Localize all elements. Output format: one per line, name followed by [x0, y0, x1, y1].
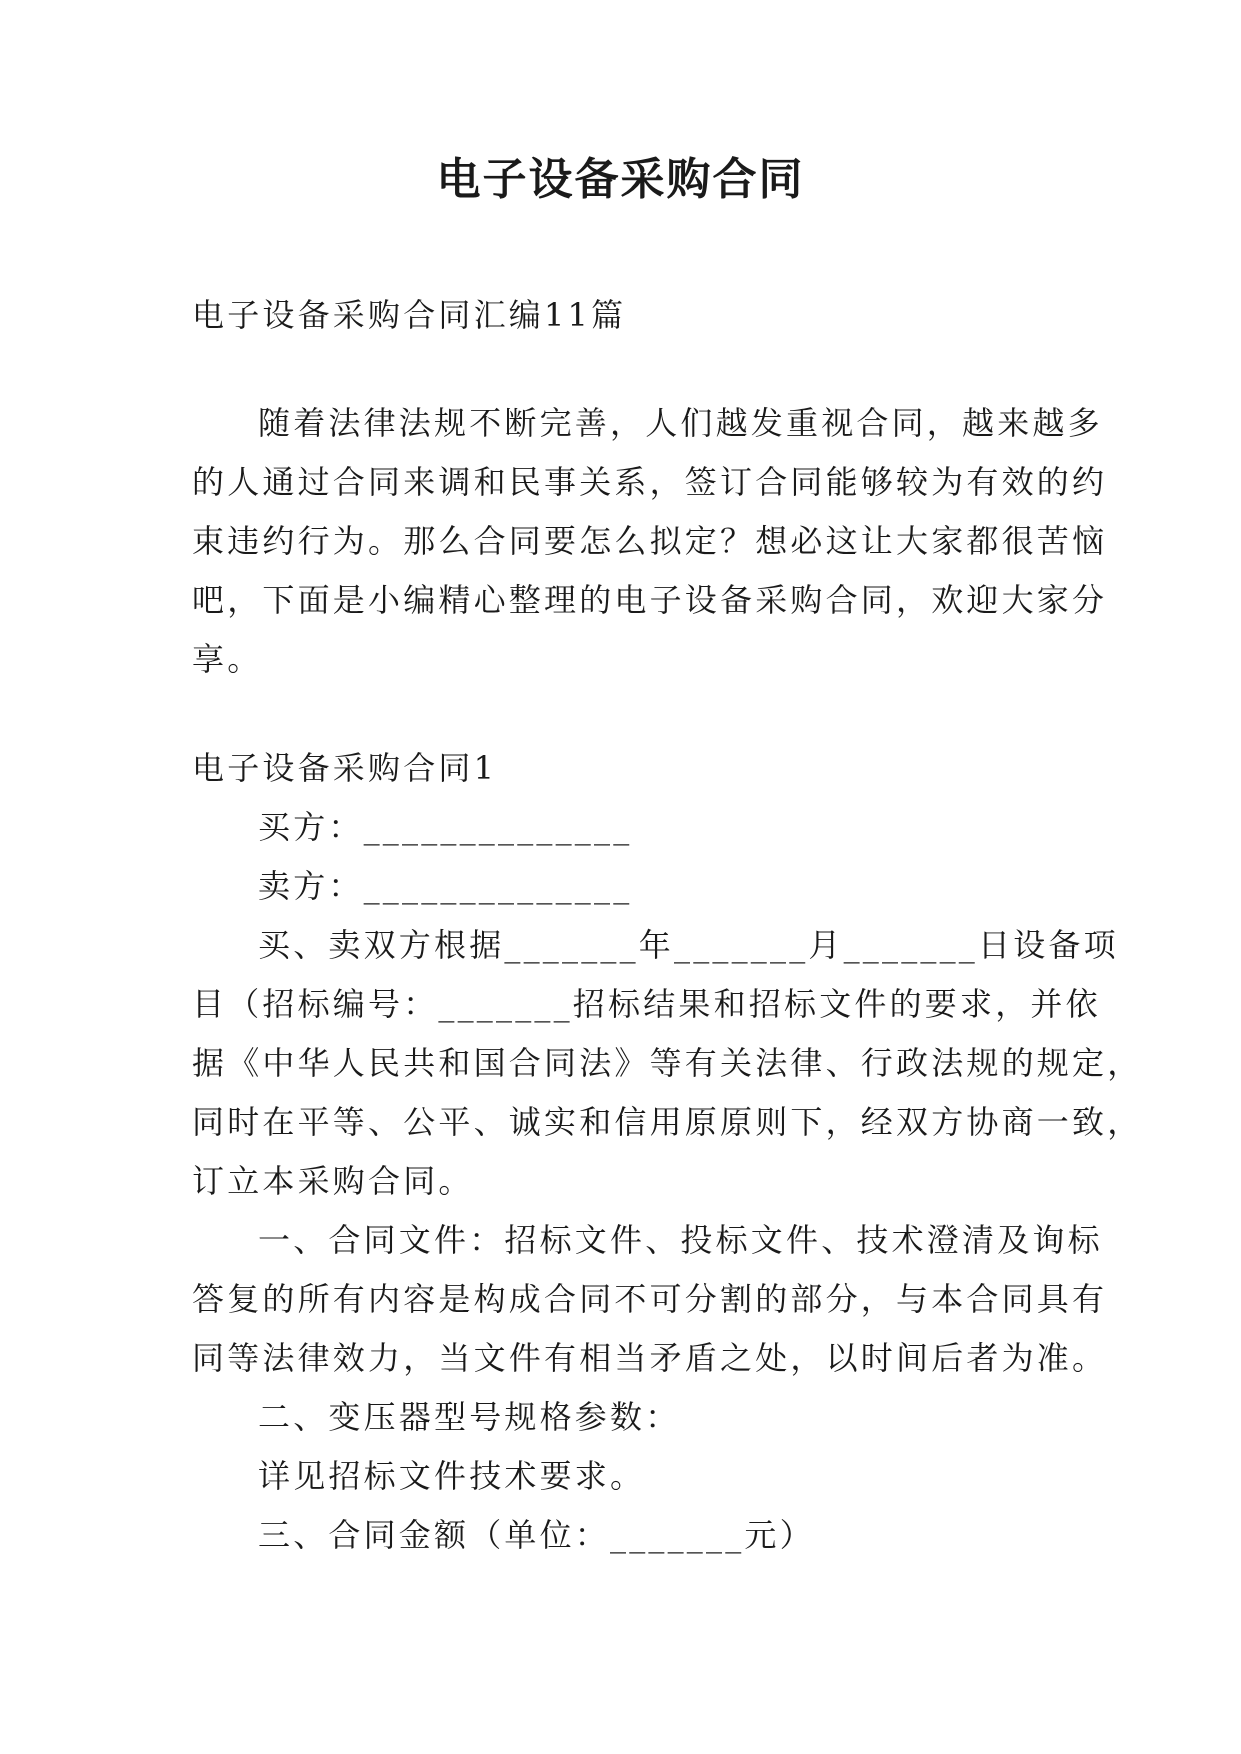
- intro-line: 吧，下面是小编精心整理的电子设备采购合同，欢迎大家分: [192, 581, 1108, 619]
- preamble-line: 买、卖双方根据_______年_______月_______日设备项: [258, 926, 1119, 964]
- clause-1-line: 一、合同文件：招标文件、投标文件、技术澄清及询标: [258, 1221, 1103, 1259]
- preamble-line: 同时在平等、公平、诚实和信用原原则下，经双方协商一致，: [192, 1103, 1143, 1141]
- intro-line: 享。: [192, 640, 263, 678]
- preamble-line: 目（招标编号：_______招标结果和招标文件的要求，并依: [192, 985, 1101, 1023]
- preamble-line: 订立本采购合同。: [192, 1162, 474, 1200]
- seller-line: 卖方：______________: [258, 867, 633, 905]
- clause-2-heading: 二、变压器型号规格参数：: [258, 1398, 681, 1436]
- clause-3-heading: 三、合同金额（单位：_______元）: [258, 1516, 815, 1554]
- document-body: [192, 286, 1143, 1565]
- section-heading: 电子设备采购合同1: [192, 749, 498, 787]
- document-title: 电子设备采购合同: [436, 154, 805, 205]
- intro-line: 束违约行为。那么合同要怎么拟定？想必这让大家都很苦恼: [192, 522, 1108, 560]
- clause-1-paragraph: [192, 1211, 1108, 1388]
- preamble-paragraph: [192, 916, 1143, 1211]
- intro-paragraph: [192, 394, 1108, 689]
- intro-line: 的人通过合同来调和民事关系，签订合同能够较为有效的约: [192, 463, 1108, 501]
- preamble-line: 据《中华人民共和国合同法》等有关法律、行政法规的规定，: [192, 1044, 1143, 1082]
- document-subtitle: 电子设备采购合同汇编11篇: [192, 296, 627, 334]
- buyer-line: 买方：______________: [258, 808, 633, 846]
- intro-line: 随着法律法规不断完善，人们越发重视合同，越来越多: [258, 404, 1103, 442]
- clause-1-line: 答复的所有内容是构成合同不可分割的部分，与本合同具有: [192, 1280, 1108, 1318]
- clause-2-body: 详见招标文件技术要求。: [258, 1457, 646, 1495]
- clause-1-line: 同等法律效力，当文件有相当矛盾之处，以时间后者为准。: [192, 1339, 1108, 1377]
